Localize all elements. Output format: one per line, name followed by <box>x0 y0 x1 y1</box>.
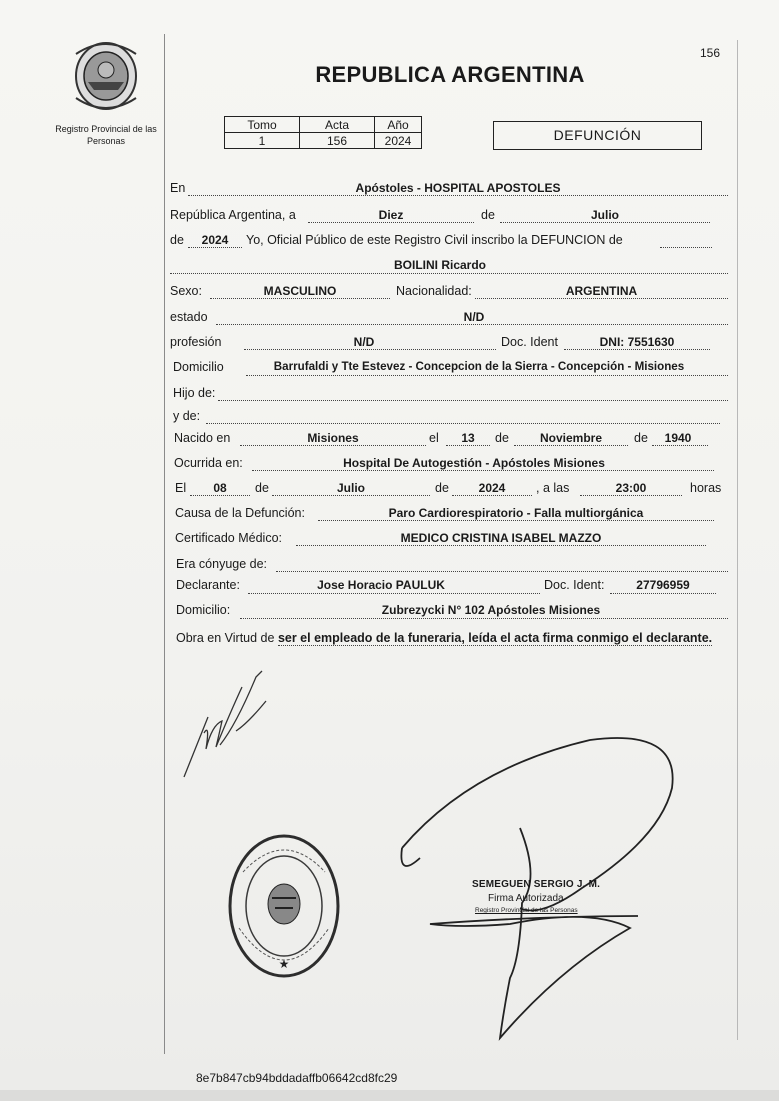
profesion-value: N/D <box>353 335 375 349</box>
header-acta: Acta <box>300 117 375 133</box>
page-edge <box>0 1090 779 1101</box>
sexo-value: MASCULINO <box>263 284 337 298</box>
dotted-line <box>500 222 710 223</box>
dotted-line <box>216 324 728 325</box>
death-de2-label: de <box>435 481 449 495</box>
dotted-line <box>252 470 714 471</box>
page-title: REPUBLICA ARGENTINA <box>315 62 585 87</box>
alas-label: , a las <box>536 481 570 495</box>
decl-dom-value: Zubrezycki N° 102 Apóstoles Misiones <box>381 603 601 617</box>
record-type-box: DEFUNCIÓN <box>493 121 702 150</box>
death-year: 2024 <box>478 481 506 495</box>
ocurrida-label: Ocurrida en: <box>174 456 243 470</box>
record-table-header-row <box>225 117 422 133</box>
stamp-registry: Registro Provincial de las Personas <box>475 907 578 914</box>
dotted-line <box>246 375 728 376</box>
hijo-label: Hijo de: <box>173 386 216 400</box>
dotted-line <box>452 495 532 496</box>
estado-label: estado <box>170 310 208 324</box>
record-table-value-row <box>225 133 422 149</box>
dotted-line <box>240 618 728 619</box>
de-label: de <box>481 208 495 222</box>
obra-label: Obra en Virtud de <box>176 631 275 645</box>
yo-text: Yo, Oficial Público de este Registro Civil inscribo la DEFUNCION de <box>246 233 623 247</box>
cert-value: MEDICO CRISTINA ISABEL MAZZO <box>400 531 602 545</box>
year-label: de <box>170 233 184 247</box>
nacido-year: 1940 <box>664 431 692 445</box>
death-month: Julio <box>336 481 365 495</box>
nacido-month: Noviembre <box>539 431 603 445</box>
month-value: Julio <box>590 208 619 222</box>
nacido-label: Nacido en <box>174 431 231 445</box>
dotted-line <box>296 545 706 546</box>
dotted-line <box>308 222 474 223</box>
day-value: Diez <box>378 208 404 222</box>
dotted-line <box>210 298 390 299</box>
nacido-de2-label: de <box>634 431 648 445</box>
death-day: 08 <box>213 481 227 495</box>
domicilio-value: Barrufaldi y Tte Estevez - Concepcion de la Sierra - Concepción - Misiones <box>273 360 685 373</box>
registry-seal-icon <box>225 832 343 980</box>
dotted-line <box>206 423 720 424</box>
dotted-line <box>652 445 708 446</box>
place-value: Apóstoles - HOSPITAL APOSTOLES <box>355 181 561 195</box>
dotted-line <box>564 349 710 350</box>
rep-label: República Argentina, a <box>170 208 296 222</box>
docident-label: Doc. Ident <box>501 335 558 349</box>
declarante-label: Declarante: <box>176 578 240 592</box>
el2-label: El <box>175 481 187 495</box>
declarante-value: Jose Horacio PAULUK <box>317 578 445 592</box>
dotted-line <box>218 400 728 401</box>
causa-label: Causa de la Defunción: <box>175 506 305 520</box>
dotted-line <box>514 445 628 446</box>
year-value: 2024 <box>201 233 229 247</box>
obra-paragraph <box>176 628 728 648</box>
dotted-line <box>610 593 716 594</box>
dotted-line <box>248 593 540 594</box>
dotted-line <box>188 195 728 196</box>
dotted-line <box>244 349 496 350</box>
svg-text:★: ★ <box>278 957 290 971</box>
death-de-label: de <box>255 481 269 495</box>
dotted-line <box>190 495 250 496</box>
nacionalidad-value: ARGENTINA <box>565 284 638 298</box>
profesion-label: profesión <box>170 335 222 349</box>
dotted-line <box>276 571 728 572</box>
conyuge-label: Era cónyuge de: <box>176 557 268 571</box>
dotted-line <box>660 247 712 248</box>
dotted-line <box>475 298 728 299</box>
stamp-name: SEMEGUEN SERGIO J. M. <box>472 879 601 890</box>
sexo-label: Sexo: <box>170 284 202 298</box>
decl-dom-label: Domicilio: <box>176 603 231 617</box>
value-acta: 156 <box>300 133 375 149</box>
yde-label: y de: <box>173 409 201 423</box>
estado-value: N/D <box>463 310 485 324</box>
document-hash: 8e7b847cb94bddadaffb06642cd8fc29 <box>196 1071 398 1085</box>
decl-doc-label: Doc. Ident: <box>544 578 605 592</box>
header-anio: Año <box>375 117 422 133</box>
death-time: 23:00 <box>615 481 647 495</box>
value-tomo: 1 <box>225 133 300 149</box>
obra-value: ser el empleado de la funeraria, leída el acta firma conmigo el declarante. <box>277 631 713 645</box>
nacido-day: 13 <box>461 431 475 445</box>
dotted-line <box>446 445 490 446</box>
dotted-line <box>580 495 682 496</box>
horas-label: horas <box>690 481 722 495</box>
domicilio-label: Domicilio <box>173 360 224 374</box>
dotted-line <box>318 520 714 521</box>
nacido-value: Misiones <box>307 431 359 445</box>
registry-caption: Registro Provincial de las Personas <box>55 124 157 146</box>
record-table <box>224 116 422 149</box>
ocurrida-value: Hospital De Autogestión - Apóstoles Misiones <box>343 456 605 470</box>
header-tomo: Tomo <box>225 117 300 133</box>
deceased-name: BOILINI Ricardo <box>393 258 486 272</box>
nacido-el-label: el <box>429 431 439 445</box>
dotted-line <box>272 495 430 496</box>
left-margin-line <box>164 34 165 1054</box>
page-number: 156 <box>700 46 721 60</box>
dotted-line <box>240 445 426 446</box>
stamp-role: Firma Autorizada <box>488 893 564 904</box>
misiones-emblem-icon <box>68 38 144 114</box>
docident-value: DNI: 7551630 <box>599 335 675 349</box>
value-anio: 2024 <box>375 133 422 149</box>
decl-doc-value: 27796959 <box>636 578 690 592</box>
cert-label: Certificado Médico: <box>175 531 282 545</box>
dotted-line <box>170 273 728 274</box>
causa-value: Paro Cardiorespiratorio - Falla multiorgánica <box>388 506 644 520</box>
nacido-de-label: de <box>495 431 509 445</box>
nacionalidad-label: Nacionalidad: <box>396 284 472 298</box>
dotted-line <box>188 247 242 248</box>
en-label: En <box>170 181 186 195</box>
declarant-signature <box>176 665 276 785</box>
right-margin-line <box>737 40 738 1040</box>
